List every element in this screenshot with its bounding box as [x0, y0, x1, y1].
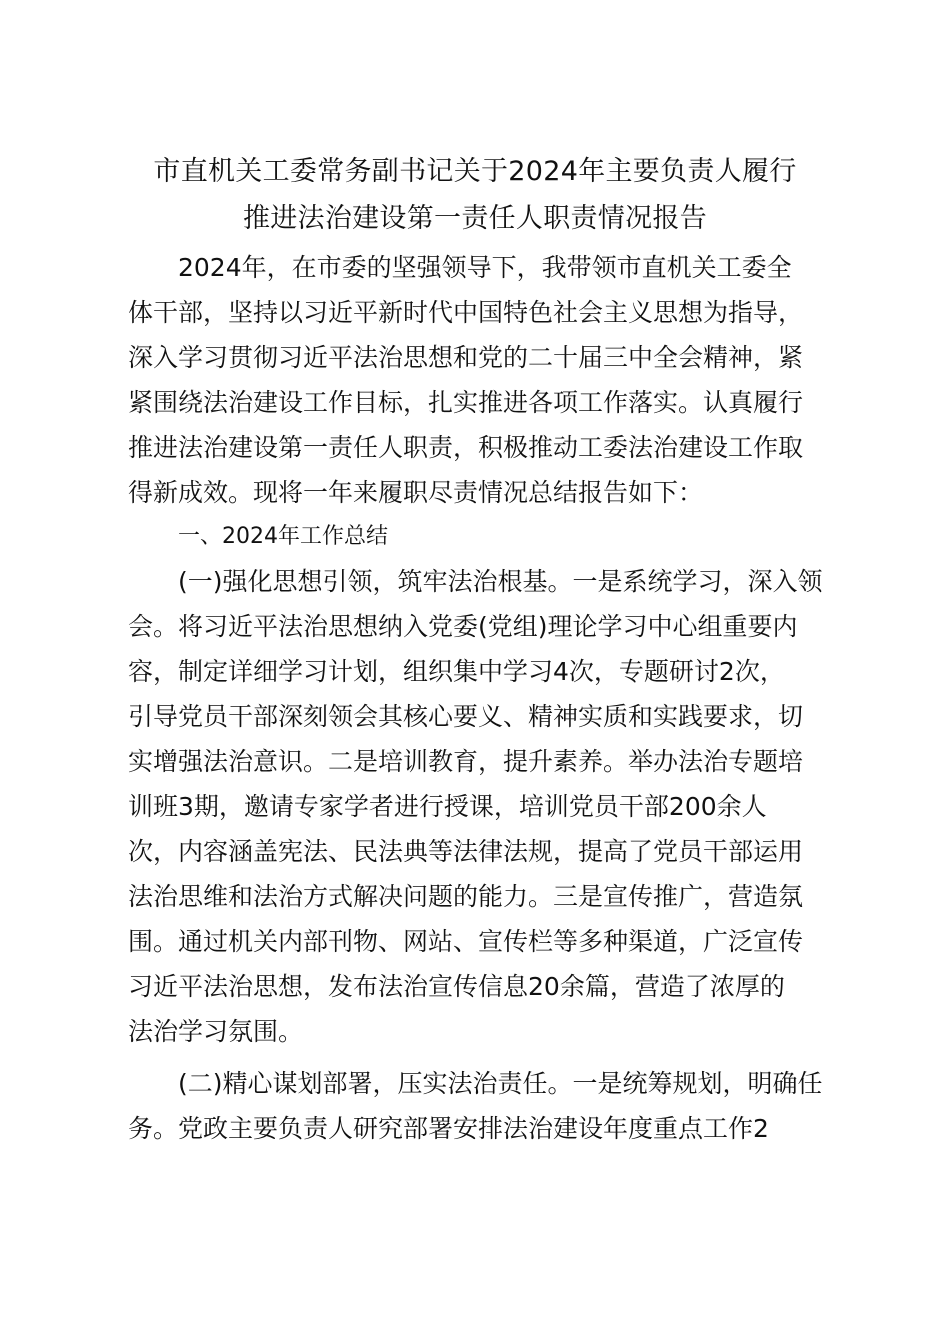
intro-line-2: 体干部，坚持以习近平新时代中国特色社会主义思想为指导，	[128, 298, 804, 327]
section2-line-2: 务。党政主要负责人研究部署安排法治建设年度重点工作2	[128, 1114, 769, 1143]
intro-line-4: 紧围绕法治建设工作目标，扎实推进各项工作落实。认真履行	[128, 388, 804, 417]
section1-line-5: 实增强法治意识。二是培训教育，提升素养。举办法治专题培	[128, 747, 804, 776]
intro-line-5: 推进法治建设第一责任人职责，积极推动工委法治建设工作取	[128, 433, 804, 462]
section1-line-3: 容，制定详细学习计划，组织集中学习4次，专题研讨2次，	[128, 657, 785, 686]
section1-line-1: (一)强化思想引领，筑牢法治根基。一是系统学习，深入领	[178, 567, 823, 596]
section2-line-1: (二)精心谋划部署，压实法治责任。一是统筹规划，明确任	[178, 1069, 823, 1098]
section1-line-4: 引导党员干部深刻领会其核心要义、精神实质和实践要求，切	[128, 702, 804, 731]
document-title-line-2: 推进法治建设第一责任人职责情况报告	[242, 203, 708, 234]
intro-line-1: 2024年，在市委的坚强领导下，我带领市直机关工委全	[178, 253, 792, 282]
section1-line-11: 法治学习氛围。	[128, 1017, 304, 1046]
section1-line-9: 围。通过机关内部刊物、网站、宣传栏等多种渠道，广泛宣传	[128, 927, 804, 956]
document-title-line-1: 市直机关工委常务副书记关于2024年主要负责人履行	[153, 156, 797, 187]
section1-line-10: 习近平法治思想，发布法治宣传信息20余篇，营造了浓厚的	[128, 972, 785, 1001]
intro-line-6: 得新成效。现将一年来履职尽责情况总结报告如下：	[128, 478, 704, 507]
section1-line-7: 次，内容涵盖宪法、民法典等法律法规，提高了党员干部运用	[128, 837, 804, 866]
intro-line-3: 深入学习贯彻习近平法治思想和党的二十届三中全会精神，紧	[128, 343, 804, 372]
section-heading: 一、2024年工作总结	[178, 524, 388, 549]
section1-line-6: 训班3期，邀请专家学者进行授课，培训党员干部200余人	[128, 792, 767, 821]
section1-line-8: 法治思维和法治方式解决问题的能力。三是宣传推广，营造氛	[128, 882, 804, 911]
section1-line-2: 会。将习近平法治思想纳入党委(党组)理论学习中心组重要内	[128, 612, 798, 641]
